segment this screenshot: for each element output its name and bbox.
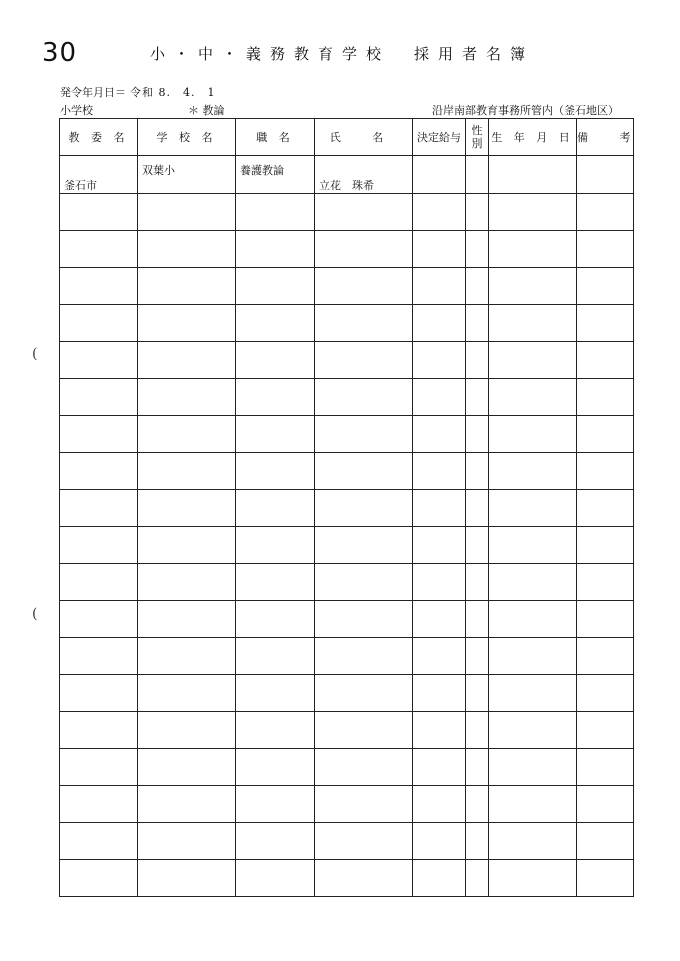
cell-job — [236, 453, 315, 490]
cell-birthdate — [489, 564, 577, 601]
cell-birthdate — [489, 231, 577, 268]
cell-school — [138, 527, 236, 564]
cell-birthdate — [489, 749, 577, 786]
cell-school — [138, 268, 236, 305]
cell-name — [315, 786, 413, 823]
cell-notes — [577, 416, 634, 453]
cell-gender — [466, 231, 489, 268]
cell-salary — [413, 564, 466, 601]
cell-birthdate — [489, 379, 577, 416]
cell-name — [315, 638, 413, 675]
cell-name — [315, 527, 413, 564]
cell-birthdate — [489, 601, 577, 638]
cell-gender — [466, 342, 489, 379]
job-value: 養護教論 — [240, 164, 284, 177]
cell-birthdate — [489, 675, 577, 712]
cell-job — [236, 194, 315, 231]
cell-gender — [466, 453, 489, 490]
column-header-notes: 備 考 — [577, 119, 634, 156]
cell-school — [138, 342, 236, 379]
cell-job — [236, 749, 315, 786]
gender-header-bottom: 別 — [471, 137, 483, 150]
table-row — [60, 786, 634, 823]
cell-salary — [413, 601, 466, 638]
cell-board — [60, 527, 138, 564]
cell-notes — [577, 194, 634, 231]
name-value: 立花 珠希 — [319, 179, 374, 192]
cell-salary — [413, 527, 466, 564]
cell-name — [315, 342, 413, 379]
table-row — [60, 156, 634, 194]
cell-notes — [577, 453, 634, 490]
table-row — [60, 823, 634, 860]
page-number: 30 — [42, 38, 78, 68]
cell-salary — [413, 342, 466, 379]
cell-school — [138, 194, 236, 231]
cell-birthdate — [489, 156, 577, 194]
cell-notes — [577, 675, 634, 712]
page-title: 小・中・義務教育学校 採用者名簿 — [150, 45, 535, 63]
cell-board — [60, 453, 138, 490]
cell-school — [138, 638, 236, 675]
cell-salary — [413, 416, 466, 453]
cell-name — [315, 379, 413, 416]
cell-school — [138, 786, 236, 823]
table-row — [60, 490, 634, 527]
cell-birthdate — [489, 453, 577, 490]
cell-job — [236, 416, 315, 453]
cell-name — [315, 231, 413, 268]
cell-notes — [577, 786, 634, 823]
cell-board — [60, 156, 138, 194]
roster-table — [59, 118, 645, 897]
cell-job — [236, 527, 315, 564]
cell-notes — [577, 638, 634, 675]
cell-job — [236, 305, 315, 342]
cell-notes — [577, 860, 634, 897]
cell-name — [315, 268, 413, 305]
table-row — [60, 453, 634, 490]
cell-school — [138, 712, 236, 749]
table-row — [60, 342, 634, 379]
table-row — [60, 416, 634, 453]
cell-birthdate — [489, 860, 577, 897]
table-row — [60, 564, 634, 601]
cell-school — [138, 379, 236, 416]
cell-notes — [577, 268, 634, 305]
cell-salary — [413, 194, 466, 231]
cell-birthdate — [489, 712, 577, 749]
table-row — [60, 860, 634, 897]
cell-birthdate — [489, 416, 577, 453]
cell-salary — [413, 712, 466, 749]
cell-gender — [466, 564, 489, 601]
cell-gender — [466, 786, 489, 823]
cell-gender — [466, 638, 489, 675]
cell-birthdate — [489, 490, 577, 527]
column-header-salary: 決定給与 — [413, 119, 466, 156]
cell-job — [236, 786, 315, 823]
cell-birthdate — [489, 823, 577, 860]
cell-job — [236, 231, 315, 268]
cell-job — [236, 860, 315, 897]
cell-notes — [577, 490, 634, 527]
cell-school — [138, 749, 236, 786]
cell-notes — [577, 231, 634, 268]
cell-salary — [413, 453, 466, 490]
cell-board — [60, 823, 138, 860]
cell-job — [236, 268, 315, 305]
issue-date-label: 発令年月日＝ — [60, 86, 126, 99]
cell-gender — [466, 527, 489, 564]
cell-job — [236, 342, 315, 379]
cell-gender — [466, 379, 489, 416]
cell-job — [236, 490, 315, 527]
table-row — [60, 749, 634, 786]
cell-birthdate — [489, 342, 577, 379]
cell-name — [315, 416, 413, 453]
cell-job — [236, 156, 315, 194]
cell-name — [315, 305, 413, 342]
cell-notes — [577, 527, 634, 564]
column-header-board: 教 委 名 — [60, 119, 138, 156]
cell-board — [60, 860, 138, 897]
cell-salary — [413, 786, 466, 823]
cell-school — [138, 305, 236, 342]
cell-board — [60, 305, 138, 342]
cell-name — [315, 194, 413, 231]
cell-notes — [577, 156, 634, 194]
cell-gender — [466, 490, 489, 527]
cell-board — [60, 379, 138, 416]
cell-salary — [413, 156, 466, 194]
cell-school — [138, 564, 236, 601]
cell-board — [60, 231, 138, 268]
cell-name — [315, 453, 413, 490]
cell-job — [236, 638, 315, 675]
cell-name — [315, 823, 413, 860]
cell-salary — [413, 305, 466, 342]
cell-board — [60, 564, 138, 601]
cell-salary — [413, 675, 466, 712]
cell-notes — [577, 749, 634, 786]
cell-school — [138, 823, 236, 860]
cell-birthdate — [489, 194, 577, 231]
cell-birthdate — [489, 268, 577, 305]
cell-birthdate — [489, 786, 577, 823]
cell-notes — [577, 342, 634, 379]
cell-salary — [413, 490, 466, 527]
cell-school — [138, 601, 236, 638]
cell-board — [60, 416, 138, 453]
column-header-job: 職 名 — [236, 119, 315, 156]
cell-school — [138, 416, 236, 453]
cell-board — [60, 490, 138, 527]
school-type: 小学校 — [60, 104, 93, 117]
cell-gender — [466, 749, 489, 786]
cell-job — [236, 675, 315, 712]
cell-salary — [413, 231, 466, 268]
cell-gender — [466, 823, 489, 860]
cell-salary — [413, 379, 466, 416]
cell-school — [138, 231, 236, 268]
column-header-birthdate: 生 年 月 日 — [489, 119, 577, 156]
cell-salary — [413, 860, 466, 897]
table-row — [60, 712, 634, 749]
cell-board — [60, 786, 138, 823]
cell-board — [60, 749, 138, 786]
margin-mark: ( — [32, 346, 38, 362]
cell-birthdate — [489, 305, 577, 342]
cell-salary — [413, 268, 466, 305]
cell-gender — [466, 305, 489, 342]
cell-job — [236, 823, 315, 860]
cell-gender — [466, 268, 489, 305]
cell-board — [60, 342, 138, 379]
cell-gender — [466, 194, 489, 231]
table-row — [60, 527, 634, 564]
table-header-row — [60, 119, 634, 156]
cell-school — [138, 860, 236, 897]
table-row — [60, 379, 634, 416]
board-value: 釜石市 — [64, 179, 97, 192]
cell-gender — [466, 860, 489, 897]
cell-name — [315, 712, 413, 749]
cell-board — [60, 268, 138, 305]
cell-board — [60, 194, 138, 231]
cell-notes — [577, 712, 634, 749]
table-row — [60, 638, 634, 675]
cell-school — [138, 675, 236, 712]
cell-salary — [413, 638, 466, 675]
cell-job — [236, 379, 315, 416]
table-row — [60, 675, 634, 712]
cell-gender — [466, 416, 489, 453]
cell-board — [60, 675, 138, 712]
cell-name — [315, 601, 413, 638]
cell-school — [138, 490, 236, 527]
position-label: ＊ 教論 — [188, 104, 225, 117]
cell-gender — [466, 675, 489, 712]
cell-notes — [577, 823, 634, 860]
column-header-gender — [466, 119, 489, 156]
cell-job — [236, 712, 315, 749]
cell-job — [236, 564, 315, 601]
table-row — [60, 194, 634, 231]
table-row — [60, 305, 634, 342]
cell-gender — [466, 156, 489, 194]
cell-gender — [466, 712, 489, 749]
cell-birthdate — [489, 638, 577, 675]
cell-notes — [577, 601, 634, 638]
cell-board — [60, 601, 138, 638]
issue-date — [60, 86, 216, 100]
cell-notes — [577, 564, 634, 601]
cell-name — [315, 675, 413, 712]
margin-mark: ( — [32, 606, 38, 622]
table-row — [60, 601, 634, 638]
column-header-name: 氏 名 — [315, 119, 413, 156]
column-header-school: 学 校 名 — [138, 119, 236, 156]
cell-gender — [466, 601, 489, 638]
cell-name — [315, 749, 413, 786]
cell-notes — [577, 305, 634, 342]
cell-name — [315, 564, 413, 601]
cell-school — [138, 156, 236, 194]
gender-header-top: 性 — [471, 124, 483, 137]
cell-name — [315, 156, 413, 194]
cell-job — [236, 601, 315, 638]
cell-board — [60, 712, 138, 749]
cell-notes — [577, 379, 634, 416]
cell-board — [60, 638, 138, 675]
cell-birthdate — [489, 527, 577, 564]
cell-salary — [413, 823, 466, 860]
cell-salary — [413, 749, 466, 786]
cell-name — [315, 860, 413, 897]
cell-name — [315, 490, 413, 527]
issue-date-value: 令和 8. 4. 1 — [130, 86, 216, 99]
cell-school — [138, 453, 236, 490]
region-label: 沿岸南部教育事務所管内（釜石地区） — [432, 104, 619, 117]
table-row — [60, 231, 634, 268]
school-value: 双葉小 — [142, 164, 175, 177]
table-row — [60, 268, 634, 305]
